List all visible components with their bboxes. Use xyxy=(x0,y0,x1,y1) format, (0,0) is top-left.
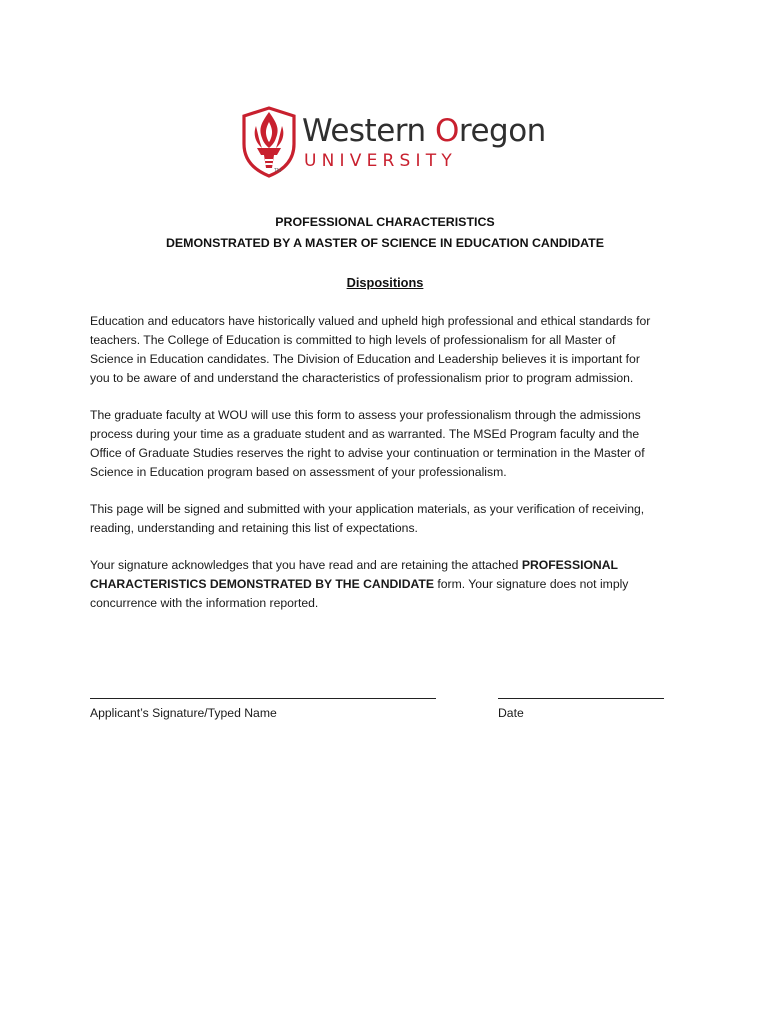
document-title-line-1: PROFESSIONAL CHARACTERISTICS xyxy=(275,215,495,229)
applicant-signature-label: Applicant’s Signature/Typed Name xyxy=(90,706,277,720)
paragraph-3 xyxy=(90,500,690,538)
bold-form-name: CHARACTERISTICS DEMONSTRATED BY THE CANDIDATE xyxy=(90,577,434,591)
paragraph-line: This page will be signed and submitted with your application materials, as your verification of receiving, xyxy=(90,502,645,516)
logo-wordmark: Western Oregon xyxy=(302,113,546,149)
paragraph-line: CHARACTERISTICS DEMONSTRATED BY THE CANDIDATE form. Your signature does not imply xyxy=(90,577,629,591)
paragraph-line: reading, understanding and retaining this list of expectations. xyxy=(90,521,418,535)
paragraph-line: Science in Education candidates. The Division of Education and Leadership believes it is important for xyxy=(90,352,640,366)
torch-flame-shield-icon xyxy=(240,104,298,178)
paragraph-line: process during your time as a graduate student and as warranted. The MSEd Program faculty and the xyxy=(90,427,640,441)
applicant-signature-line[interactable] xyxy=(90,698,436,699)
paragraph-line: concurrence with the information reported. xyxy=(90,596,319,610)
date-label: Date xyxy=(498,706,524,720)
paragraph-2 xyxy=(90,406,690,482)
paragraph-line: Office of Graduate Studies reserves the right to advise your continuation or termination in the Master of xyxy=(90,446,645,460)
paragraph-line: you to be aware of and understand the characteristics of professionalism prior to program admission. xyxy=(90,371,634,385)
paragraph-line: Education and educators have historically valued and upheld high professional and ethical standards for xyxy=(90,314,651,328)
paragraph-4 xyxy=(90,556,690,613)
paragraph-line: Science in Education program based on assessment of your professionalism. xyxy=(90,465,507,479)
university-logo xyxy=(240,104,546,178)
paragraph-line: Your signature acknowledges that you have read and are retaining the attached PROFESSIONAL xyxy=(90,558,618,572)
document-title-line-2: DEMONSTRATED BY A MASTER OF SCIENCE IN EDUCATION CANDIDATE xyxy=(165,236,605,250)
trademark-mark: TM xyxy=(274,168,282,174)
section-heading: Dispositions xyxy=(346,275,424,290)
bold-form-name: PROFESSIONAL xyxy=(521,558,618,572)
paragraph-line: The graduate faculty at WOU will use this form to assess your professionalism through the admissions xyxy=(90,408,641,422)
paragraph-1 xyxy=(90,312,690,388)
date-line[interactable] xyxy=(498,698,664,699)
paragraph-line: teachers. The College of Education is committed to high levels of professionalism for all Master of xyxy=(90,333,616,347)
logo-subtitle: UNIVERSITY xyxy=(304,151,457,171)
